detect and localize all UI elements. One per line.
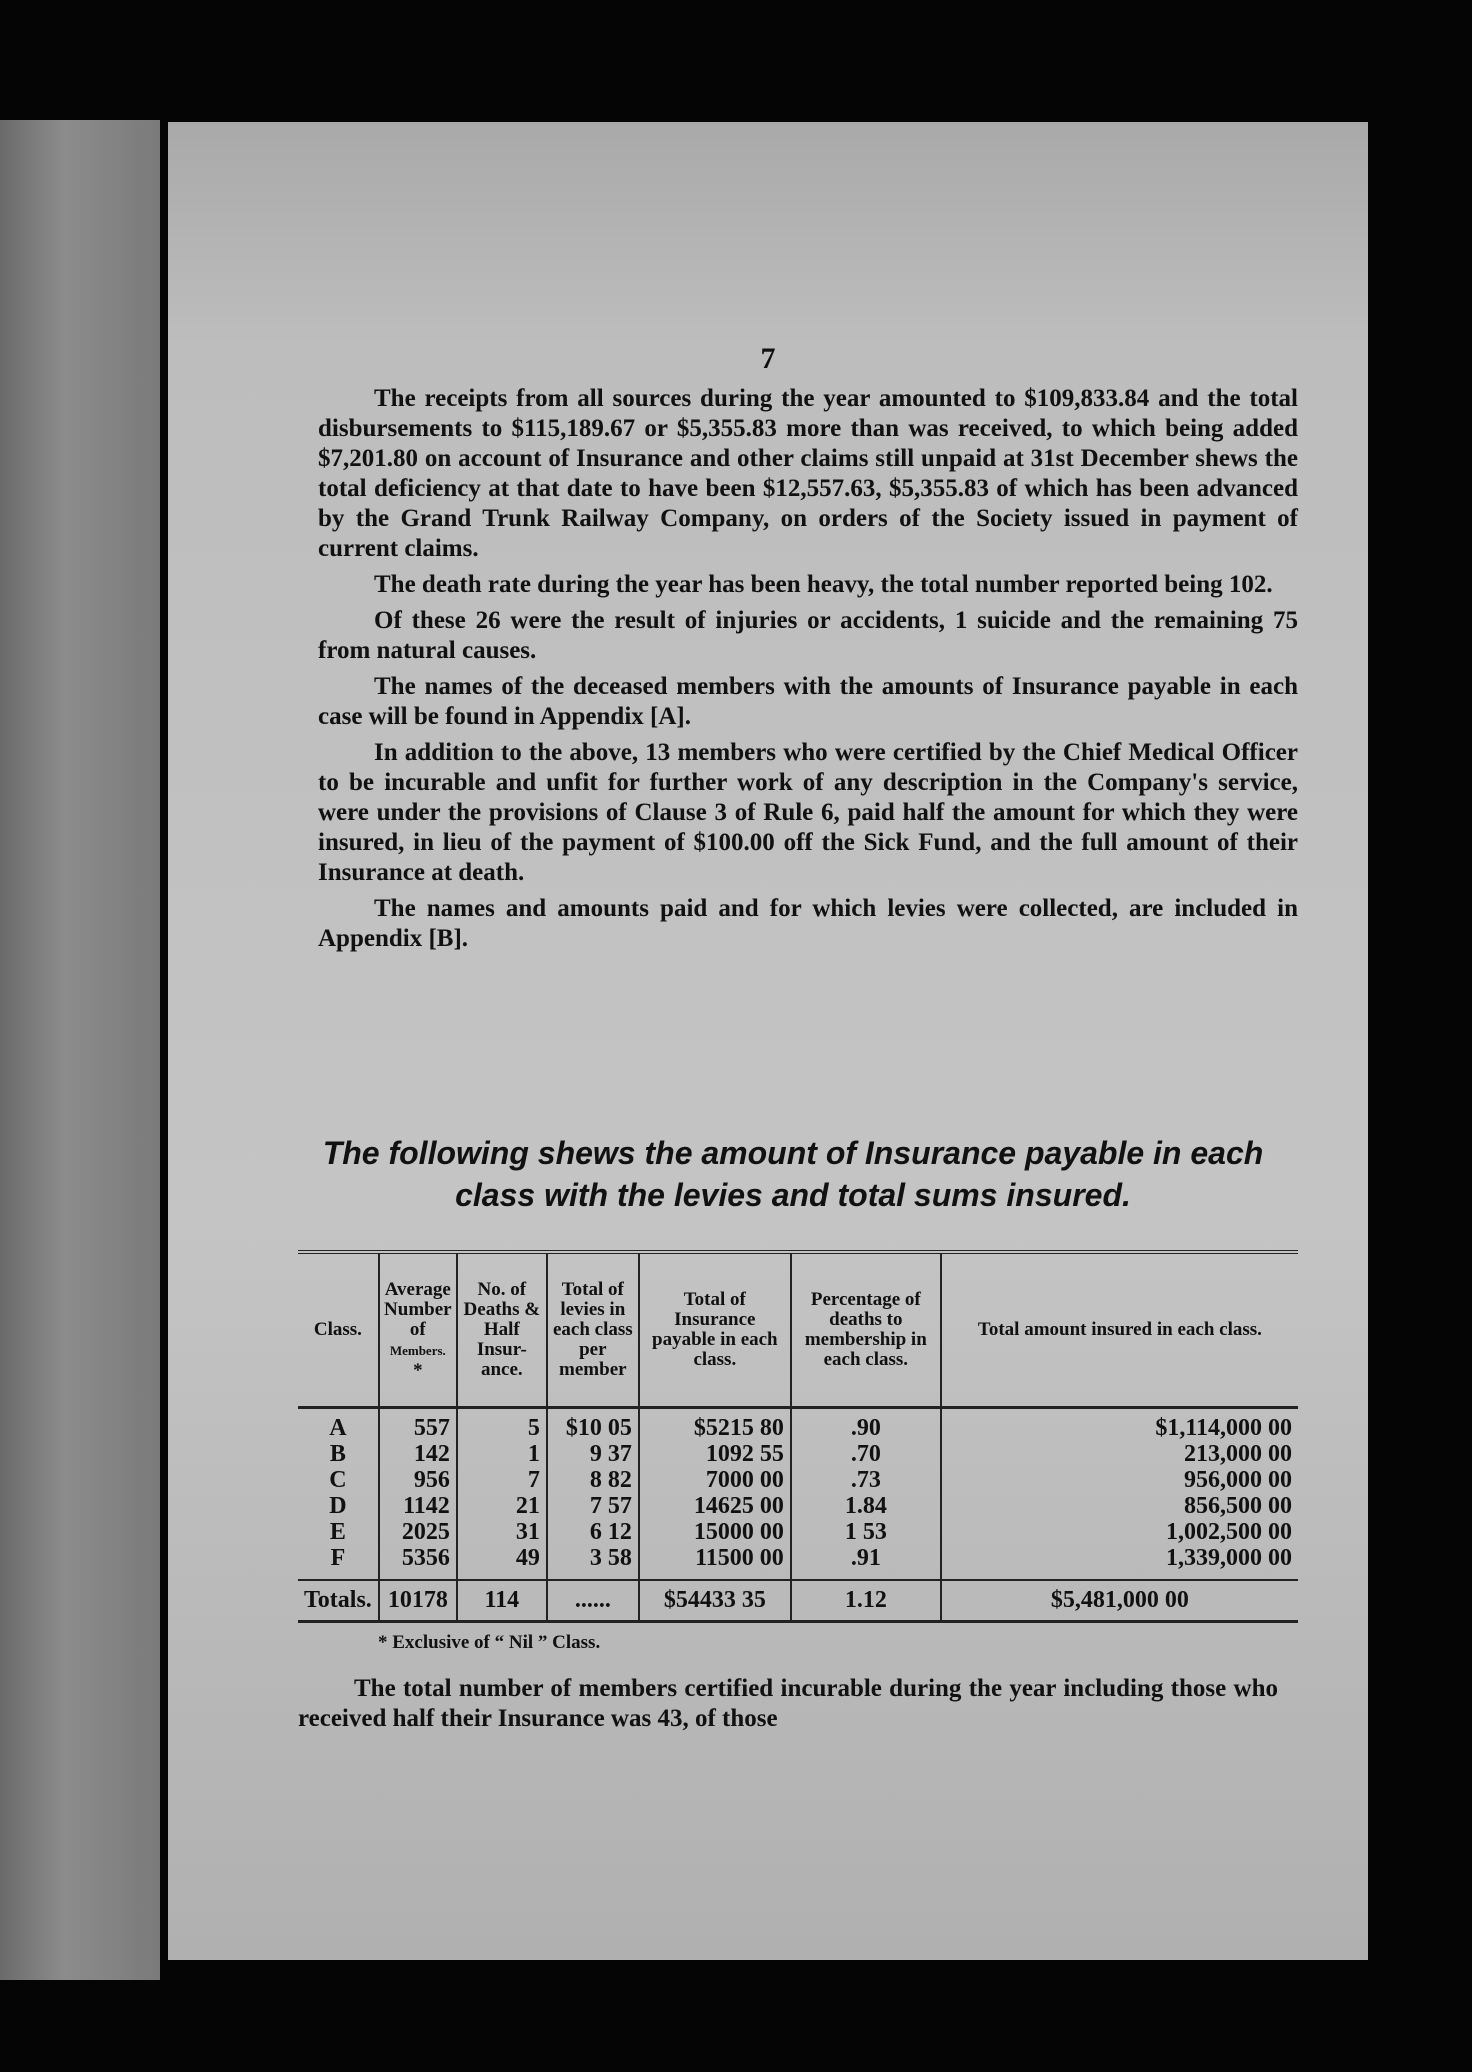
cell-deaths: 1 bbox=[457, 1441, 547, 1467]
cell-members: 2025 bbox=[379, 1519, 457, 1545]
totals-row bbox=[298, 1580, 1298, 1622]
cell-insured: 213,000 00 bbox=[941, 1441, 1298, 1467]
cell-class: D bbox=[329, 1493, 347, 1519]
cell-class: F bbox=[330, 1545, 346, 1571]
cell-levies: 3 58 bbox=[547, 1545, 639, 1580]
totals-insurance: $54433 35 bbox=[639, 1580, 791, 1622]
totals-label: Totals. bbox=[304, 1587, 372, 1613]
cell-insured: 856,500 00 bbox=[941, 1493, 1298, 1519]
table-row bbox=[298, 1467, 1298, 1493]
cell-insured: $1,114,000 00 bbox=[941, 1408, 1298, 1442]
totals-percentage: 1.12 bbox=[791, 1580, 941, 1622]
cell-levies: 6 12 bbox=[547, 1519, 639, 1545]
header-percentage: Percentage of deaths to membership in each class. bbox=[791, 1252, 941, 1408]
table-row bbox=[298, 1545, 1298, 1580]
table-row bbox=[298, 1493, 1298, 1519]
header-average-members-label: Average Number of bbox=[384, 1278, 452, 1340]
paragraph-receipts: The receipts from all sources during the year amounted to $109,833.84 and the total disbursements to $115,189.67 or $5,355.83 more than was received, to which being added $7,201.80 on account of Insurance and other claims still unpaid at 31st December shews the total deficiency at that date to have been $12,557.63, $5,355.83 of which has been advanced by the Grand Trunk Railway Company, on orders of the Society issued in payment of current claims. bbox=[318, 385, 1298, 562]
paragraph-death-rate: The death rate during the year has been heavy, the total number reported being 102. bbox=[374, 571, 1273, 598]
cell-levies: 9 37 bbox=[547, 1441, 639, 1467]
table-row bbox=[298, 1441, 1298, 1467]
cell-percentage: .70 bbox=[791, 1441, 941, 1467]
cell-class: C bbox=[329, 1467, 347, 1493]
header-deaths: No. of Deaths & Half Insur-ance. bbox=[457, 1252, 547, 1408]
cell-deaths: 31 bbox=[457, 1519, 547, 1545]
table-heading: The following shews the amount of Insurance payable in each class with the levies and total sums insured. bbox=[322, 1135, 1264, 1213]
cell-members: 1142 bbox=[379, 1493, 457, 1519]
cell-class: E bbox=[329, 1519, 346, 1545]
paragraph-causes: Of these 26 were the result of injuries or accidents, 1 suicide and the remaining 75 from natural causes. bbox=[318, 607, 1298, 664]
cell-insured: 956,000 00 bbox=[941, 1467, 1298, 1493]
table-footnote: * Exclusive of “ Nil ” Class. bbox=[378, 1632, 601, 1653]
cell-percentage: .73 bbox=[791, 1467, 941, 1493]
cell-members: 142 bbox=[379, 1441, 457, 1467]
cell-levies: $10 05 bbox=[547, 1408, 639, 1442]
table-row bbox=[298, 1519, 1298, 1545]
cell-insured: 1,002,500 00 bbox=[941, 1519, 1298, 1545]
cell-members: 5356 bbox=[379, 1545, 457, 1580]
cell-percentage: 1 53 bbox=[791, 1519, 941, 1545]
cell-deaths: 49 bbox=[457, 1545, 547, 1580]
cell-class: A bbox=[329, 1415, 347, 1441]
table-row bbox=[298, 1408, 1298, 1442]
cell-percentage: .90 bbox=[791, 1408, 941, 1442]
document-page bbox=[168, 122, 1368, 1960]
cell-deaths: 21 bbox=[457, 1493, 547, 1519]
page-number: 7 bbox=[760, 342, 776, 375]
cell-members: 956 bbox=[379, 1467, 457, 1493]
cell-insurance: 11500 00 bbox=[639, 1545, 791, 1580]
insurance-table bbox=[298, 1250, 1298, 1623]
totals-levies: ...... bbox=[547, 1580, 639, 1622]
paragraph-appendix-b: The names and amounts paid and for which levies were collected, are included in Appendix [B]. bbox=[318, 895, 1298, 952]
cell-insured: 1,339,000 00 bbox=[941, 1545, 1298, 1580]
cell-insurance: 1092 55 bbox=[639, 1441, 791, 1467]
cell-deaths: 7 bbox=[457, 1467, 547, 1493]
cell-insurance: 7000 00 bbox=[639, 1467, 791, 1493]
cell-percentage: .91 bbox=[791, 1545, 941, 1580]
adjacent-page-edge bbox=[0, 120, 160, 1980]
header-average-members-unit: Members. bbox=[389, 1342, 446, 1358]
cell-levies: 8 82 bbox=[547, 1467, 639, 1493]
paragraph-incurable-total: The total number of members certified incurable during the year including those who received half their Insurance was 43, of those bbox=[298, 1675, 1278, 1732]
header-insured: Total amount insured in each class. bbox=[941, 1252, 1298, 1408]
totals-members: 10178 bbox=[379, 1580, 457, 1622]
cell-insurance: 14625 00 bbox=[639, 1493, 791, 1519]
paragraph-appendix-a: The names of the deceased members with the amounts of Insurance payable in each case will be found in Appendix [A]. bbox=[318, 673, 1298, 730]
header-levies: Total of levies in each class per member bbox=[547, 1252, 639, 1408]
cell-deaths: 5 bbox=[457, 1408, 547, 1442]
body-text bbox=[318, 384, 1298, 960]
totals-deaths: 114 bbox=[457, 1580, 547, 1622]
header-class: Class. bbox=[313, 1319, 362, 1340]
header-average-members bbox=[379, 1252, 457, 1408]
header-insurance: Total of Insurance payable in each class. bbox=[639, 1252, 791, 1408]
cell-percentage: 1.84 bbox=[791, 1493, 941, 1519]
table-header-row bbox=[298, 1252, 1298, 1408]
cell-levies: 7 57 bbox=[547, 1493, 639, 1519]
cell-members: 557 bbox=[379, 1408, 457, 1442]
totals-insured: $5,481,000 00 bbox=[941, 1580, 1298, 1622]
cell-insurance: 15000 00 bbox=[639, 1519, 791, 1545]
header-average-members-mark: * bbox=[413, 1359, 423, 1381]
paragraph-incurable: In addition to the above, 13 members who were certified by the Chief Medical Officer to be incurable and unfit for further work of any description in the Company's service, were under the provisions of Clause 3 of Rule 6, paid half the amount for which they were insured, in lieu of the payment of $100.00 off the Sick Fund, and the full amount of their Insurance at death. bbox=[318, 739, 1298, 886]
cell-insurance: $5215 80 bbox=[639, 1408, 791, 1442]
closing-paragraph bbox=[298, 1674, 1278, 1734]
cell-class: B bbox=[329, 1441, 346, 1467]
